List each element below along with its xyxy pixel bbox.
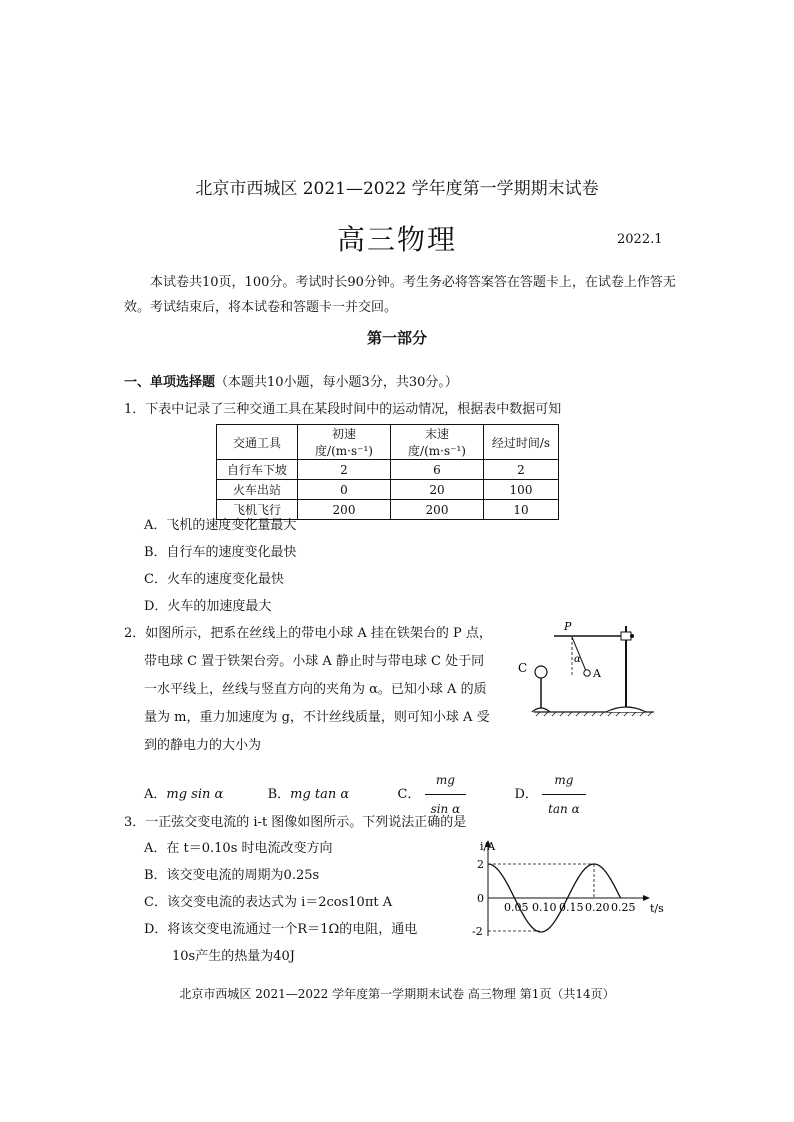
q1-option-b: B．自行车的速度变化最快 bbox=[144, 545, 297, 560]
label-a: A bbox=[593, 667, 601, 680]
y-axis-label: i/A bbox=[480, 840, 496, 853]
fraction-numerator: mg bbox=[425, 766, 467, 795]
x-tick-label: 0.25 bbox=[611, 901, 636, 914]
q2-line: 量为 m，重力加速度为 g，不计丝线质量，则可知小球 A 受 bbox=[144, 710, 490, 725]
q3-option-a: A．在 t＝0.10s 时电流改变方向 bbox=[144, 841, 333, 856]
page-footer: 北京市西城区 2021—2022 学年度第一学期期末试卷 高三物理 第1页（共14页） bbox=[179, 987, 615, 1001]
table-header-cell: 末速度/(m·s⁻¹) bbox=[391, 425, 484, 460]
x-tick-label: 0.20 bbox=[585, 901, 610, 914]
q1-stem: 1．下表中记录了三种交通工具在某段时间中的运动情况，根据表中数据可知 bbox=[124, 402, 562, 417]
part-heading: 第一部分 bbox=[366, 329, 427, 347]
table-cell: 10 bbox=[484, 500, 559, 520]
q2-option-c-label: C． bbox=[397, 787, 421, 802]
table-cell: 20 bbox=[391, 480, 484, 500]
x-tick-label: 0.15 bbox=[559, 901, 584, 914]
y-tick-label: 2 bbox=[477, 858, 484, 871]
label-alpha: α bbox=[574, 654, 581, 665]
q3-it-graph bbox=[466, 838, 676, 942]
table-cell: 6 bbox=[391, 460, 484, 480]
exam-instructions: 本试卷共10页，100分。考试时长90分钟。考生务必将答案答在答题卡上，在试卷上作答无效。考试结束后，将本试卷和答题卡一并交回。 bbox=[124, 275, 676, 315]
q1-option-a: A．飞机的速度变化量最大 bbox=[144, 518, 297, 533]
q2-option-d-fraction bbox=[542, 766, 586, 823]
q2-line: 一水平线上，丝线与竖直方向的夹角为 α。已知小球 A 的质 bbox=[144, 682, 487, 697]
q3-stem: 3．一正弦交变电流的 i-t 图像如图所示。下列说法正确的是 bbox=[124, 815, 467, 830]
q1-option-d: D．火车的加速度最大 bbox=[144, 599, 272, 614]
x-tick-label: 0.05 bbox=[504, 901, 529, 914]
y-tick-label: -2 bbox=[472, 925, 483, 938]
q2-option-b-label: B． bbox=[267, 787, 291, 802]
fraction-numerator: mg bbox=[542, 766, 586, 795]
q3-option-c: C．该交变电流的表达式为 i＝2cos10πt A bbox=[144, 895, 393, 910]
q2-line: 到的静电力的大小为 bbox=[144, 738, 262, 753]
table-row bbox=[217, 460, 559, 480]
q2-option-a-expr: mg sin α bbox=[166, 787, 224, 802]
table-cell: 2 bbox=[484, 460, 559, 480]
table-cell: 100 bbox=[484, 480, 559, 500]
q1-option-c: C．火车的速度变化最快 bbox=[144, 572, 284, 587]
q2-line: 带电球 C 置于铁架台旁。小球 A 静止时与带电球 C 处于同 bbox=[144, 654, 485, 669]
table-header-row bbox=[217, 425, 559, 460]
fraction-denominator: tan α bbox=[548, 802, 580, 816]
label-c: C bbox=[518, 661, 528, 675]
x-tick-label: 0.10 bbox=[532, 901, 557, 914]
table-cell: 2 bbox=[298, 460, 391, 480]
q3-option-d-continued: 10s产生的热量为40J bbox=[172, 949, 295, 964]
table-row bbox=[217, 480, 559, 500]
table-cell: 火车出站 bbox=[217, 480, 298, 500]
label-p: P bbox=[564, 620, 572, 633]
q3-option-d: D．将该交变电流通过一个R＝1Ω的电阻，通电 bbox=[144, 922, 418, 937]
q2-option-a-label: A． bbox=[144, 787, 167, 802]
section-note: （本题共10小题，每小题3分，共30分。） bbox=[215, 375, 458, 390]
origin-label: 0 bbox=[477, 892, 484, 905]
subject-title: 高三物理 bbox=[336, 223, 457, 256]
table-header-cell: 交通工具 bbox=[217, 425, 298, 460]
q2-stem bbox=[124, 620, 492, 760]
table-cell: 200 bbox=[298, 500, 391, 520]
q3-option-b: B．该交变电流的周期为0.25s bbox=[144, 868, 320, 883]
q1-table bbox=[216, 424, 559, 520]
exam-title: 北京市西城区 2021—2022 学年度第一学期期末试卷 bbox=[195, 179, 599, 199]
section-heading bbox=[124, 371, 458, 390]
table-cell: 飞机飞行 bbox=[217, 500, 298, 520]
table-cell: 自行车下坡 bbox=[217, 460, 298, 480]
table-cell: 200 bbox=[391, 500, 484, 520]
q2-line: 2．如图所示，把系在丝线上的带电小球 A 挂在铁架台的 P 点， bbox=[124, 626, 492, 641]
table-header-cell: 初速度/(m·s⁻¹) bbox=[298, 425, 391, 460]
exam-date: 2022.1 bbox=[617, 232, 663, 247]
q2-option-b-expr: mg tan α bbox=[290, 787, 350, 802]
table-header-cell: 经过时间/s bbox=[484, 425, 559, 460]
section-title: 一、单项选择题 bbox=[124, 375, 216, 390]
q2-option-d-label: D． bbox=[514, 787, 538, 802]
table-cell: 0 bbox=[298, 480, 391, 500]
x-axis-label: t/s bbox=[650, 902, 664, 915]
q2-figure bbox=[514, 616, 664, 722]
fraction-denominator: sin α bbox=[430, 802, 461, 816]
